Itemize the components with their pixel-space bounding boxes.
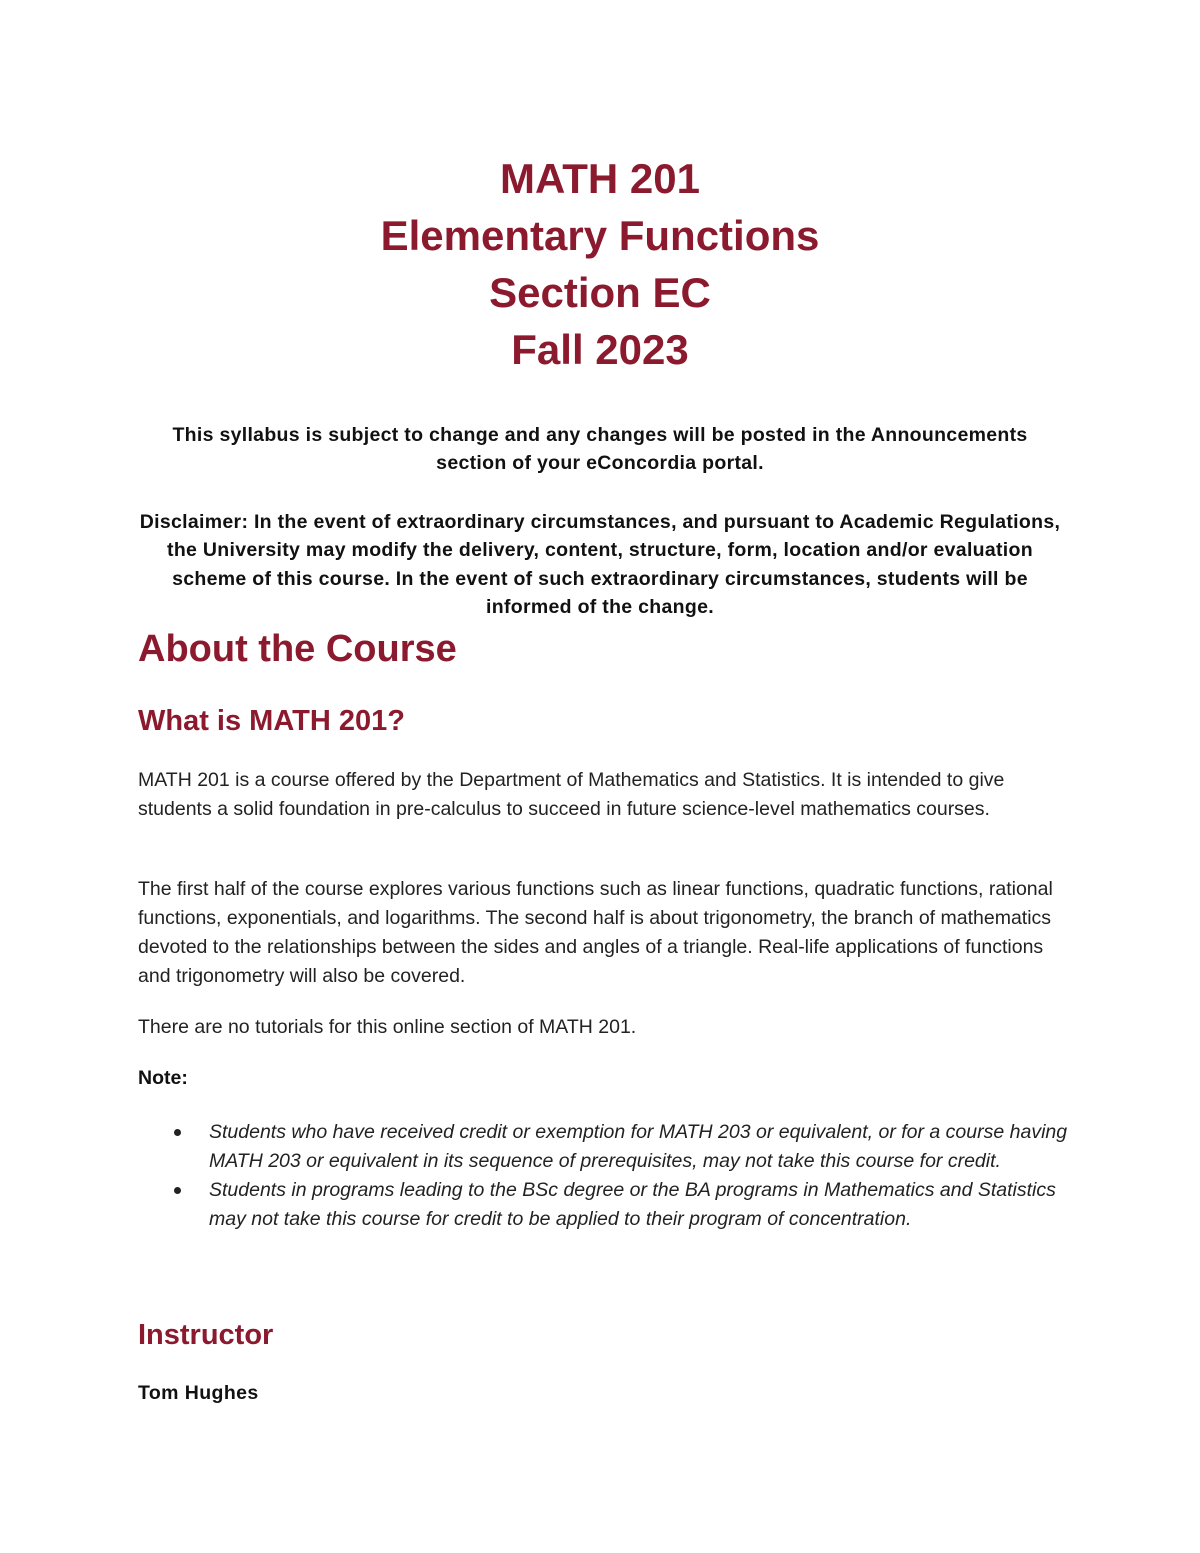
course-section: Section EC	[489, 269, 711, 316]
bullet-icon	[174, 1187, 181, 1194]
note-text: Students who have received credit or exemption for MATH 203 or equivalent, or for a course having MATH 203 or equivalent in its sequence of prerequisites, may not take this course for credit.	[209, 1121, 1068, 1172]
about-paragraph-tutorials: There are no tutorials for this online section of MATH 201.	[138, 1016, 637, 1038]
about-paragraph-intro: MATH 201 is a course offered by the Department of Mathematics and Statistics. It is intended to give students a solid foundation in pre-calculus to succeed in future science-level mathematics courses.	[138, 769, 1005, 820]
instructor-name: Tom Hughes	[138, 1382, 259, 1404]
course-name: Elementary Functions	[380, 212, 820, 259]
what-is-math-heading: What is MATH 201?	[138, 705, 405, 737]
course-title-block	[0, 150, 1200, 378]
note-list-item	[138, 1176, 1068, 1233]
instructor-heading: Instructor	[138, 1319, 274, 1351]
syllabus-change-notice: This syllabus is subject to change and any changes will be posted in the Announcements section of your eConcordia portal.	[172, 423, 1028, 474]
about-course-heading: About the Course	[138, 628, 457, 670]
note-list-item	[138, 1118, 1068, 1175]
about-paragraph-content: The first half of the course explores various functions such as linear functions, quadratic functions, rational functions, exponentials, and logarithms. The second half is about trigonometry, the branch of mathematics devoted to the relationships between the sides and angles of a triangle. Real-life applications of functions and trigonometry will also be covered.	[138, 878, 1053, 987]
note-text: Students in programs leading to the BSc degree or the BA programs in Mathematics and Statistics may not take this course for credit to be applied to their program of concentration.	[209, 1179, 1056, 1230]
disclaimer-notice: Disclaimer: In the event of extraordinary circumstances, and pursuant to Academic Regulations, the University may modify the delivery, content, structure, form, location and/or evaluation scheme of this course. In the event of such extraordinary circumstances, students will be informed of the change.	[139, 510, 1061, 618]
course-code: MATH 201	[500, 155, 700, 202]
note-list	[138, 1118, 1068, 1234]
bullet-icon	[174, 1129, 181, 1136]
course-term: Fall 2023	[511, 326, 689, 373]
note-label: Note:	[138, 1067, 188, 1089]
